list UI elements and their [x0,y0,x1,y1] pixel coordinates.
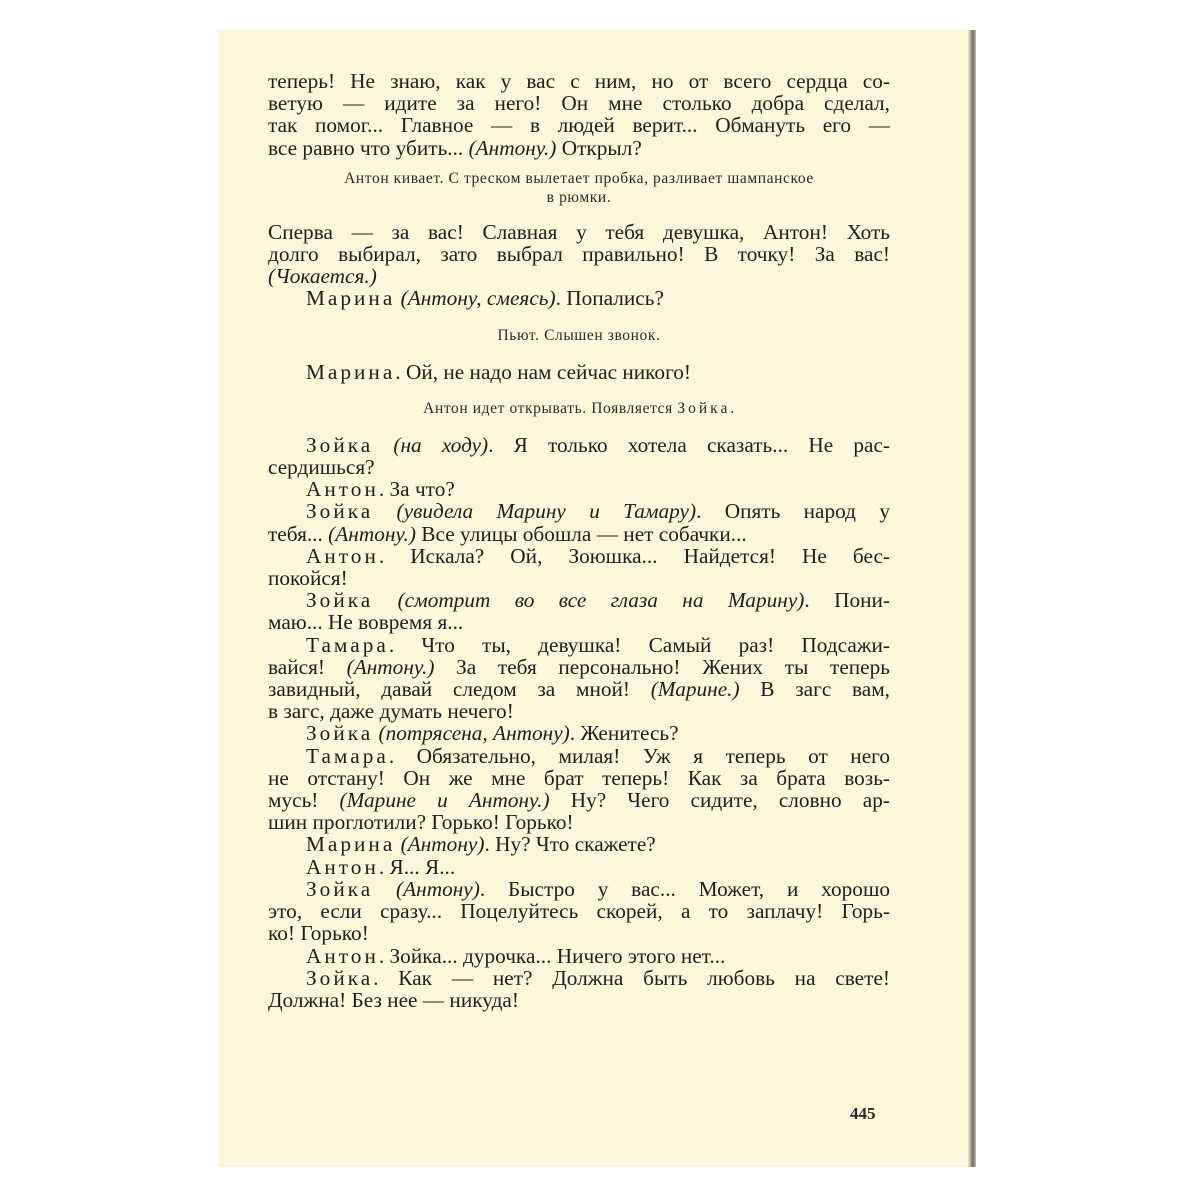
stage-direction: Пьют. Слышен звонок. [497,326,661,344]
text-line: тебя... (Антону.) Все улицы обошла — нет собачки... [268,521,747,546]
dialogue-line: Тамара. Обязательно, милая! Уж я теперь от него [306,743,890,768]
stage-remark: (Антону.) [328,521,416,546]
stage-direction: Антон кивает. С треском вылетает пробка, разливает шампанское [344,169,814,187]
text-line: ко! Горько! [268,921,369,946]
dialogue-line: Антон. За что? [306,477,455,502]
text-line: мусь! (Марине и Антону.) Ну? Чего сидите, словно ар- [268,788,890,813]
speaker-name: Тамара [306,743,389,768]
dialogue-line: Марина (Антону). Ну? Что скажете? [306,832,656,857]
text-line: так помог... Главное — в людей верит... Обмануть его — [268,113,890,138]
text-line: это, если сразу... Поцелуйтесь скорей, а то заплачу! Горь- [268,899,890,924]
text-line: шин проглотили? Горько! Горько! [268,810,574,835]
stage-remark: (смотрит во все глаза на Марину) [397,588,805,613]
dialogue-line: Антон. Зойка... дурочка... Ничего этого нет... [306,943,726,968]
speaker-name: Марина [306,286,396,311]
text-line: сердишься? [268,455,375,480]
dialogue-line: Зойка (увидела Марину и Тамару). Опять народ у [306,499,890,524]
stage-remark: (Антону.) [468,135,557,160]
speaker-name: Зойка [677,399,731,417]
stage-remark: (Марине.) [650,677,740,702]
speaker-name: Марина [306,359,396,384]
speaker-name: Антон [306,477,379,502]
dialogue-line: Антон. Я... Я... [306,854,456,879]
stage-remark: (Антону.) [346,654,435,679]
speaker-name: Зойка [306,721,374,746]
stage-remark: (Антону) [396,876,480,901]
stage-direction: Антон идет открывать. Появляется Зойка. [423,399,735,417]
stage-remark: (на ходу) [393,432,489,457]
stage-remark: (Чокается.) [268,264,377,289]
speaker-name: Зойка [306,588,374,613]
stage-remark: (увидела Марину и Тамару) [396,499,697,524]
speaker-name: Зойка [306,965,374,990]
stage-remark: (Антону, смеясь) [400,286,556,311]
speaker-name: Зойка [306,432,374,457]
play-text [268,70,890,1011]
text-line: в загс, даже думать нечего! [268,699,514,724]
text-line: Сперва — за вас! Славная у тебя девушка, Антон! Хоть [268,219,890,244]
text-line: маю... Не вовремя я... [268,610,464,635]
stage-remark: (Антону) [400,832,485,857]
dialogue-line: Зойка. Как — нет? Должна быть любовь на свете! [306,965,890,990]
dialogue-line: Зойка (потрясена, Антону). Женитесь? [306,721,679,746]
text-line: не отстану! Он же мне брат теперь! Как за брата возь- [268,765,890,790]
dialogue-line: Тамара. Что ты, девушка! Самый раз! Подсажи- [306,632,890,657]
text-line: ветую — идите за него! Он мне столько добра сделал, [268,91,890,116]
text-line: теперь! Не знаю, как у вас с ним, но от всего сердца со- [268,69,890,93]
dialogue-line: Марина. Ой, не надо нам сейчас никого! [306,359,692,384]
page-number: 445 [850,1104,876,1123]
text-line: покойся! [268,566,348,591]
speaker-name: Тамара [306,632,389,657]
stage-remark: (Марине и Антону.) [339,788,550,813]
stage-remark: (потрясена, Антону) [378,721,570,746]
dialogue-line: Марина (Антону, смеясь). Попались? [306,286,664,311]
speaker-name: Антон [306,543,379,568]
text-line: все равно что убить... (Антону.) Открыл? [268,135,642,160]
stage-direction: в рюмки. [546,188,612,206]
dialogue-line: Зойка (Антону). Быстро у вас... Может, и хорошо [306,876,891,901]
dialogue-line: Антон. Искала? Ой, Зоюшка... Найдется! Не бес- [306,543,890,568]
text-line: Должна! Без нее — никуда! [268,987,519,1012]
speaker-name: Антон [306,943,379,968]
dialogue-line: Зойка (смотрит во все глаза на Марину). Пони- [306,588,890,613]
speaker-name: Антон [306,854,379,879]
dialogue-line: Зойка (на ходу). Я только хотела сказать... Не рас- [306,432,890,457]
speaker-name: Марина [306,832,396,857]
page-edge-shadow [968,30,976,1167]
speaker-name: Зойка [306,499,374,524]
text-line: вайся! (Антону.) За тебя персонально! Жених ты теперь [268,654,890,679]
text-line: долго выбирал, зато выбрал правильно! В точку! За вас! [268,242,890,267]
text-line: завидный, давай следом за мной! (Марине.) В загс вам, [268,677,890,702]
speaker-name: Зойка [306,876,374,901]
